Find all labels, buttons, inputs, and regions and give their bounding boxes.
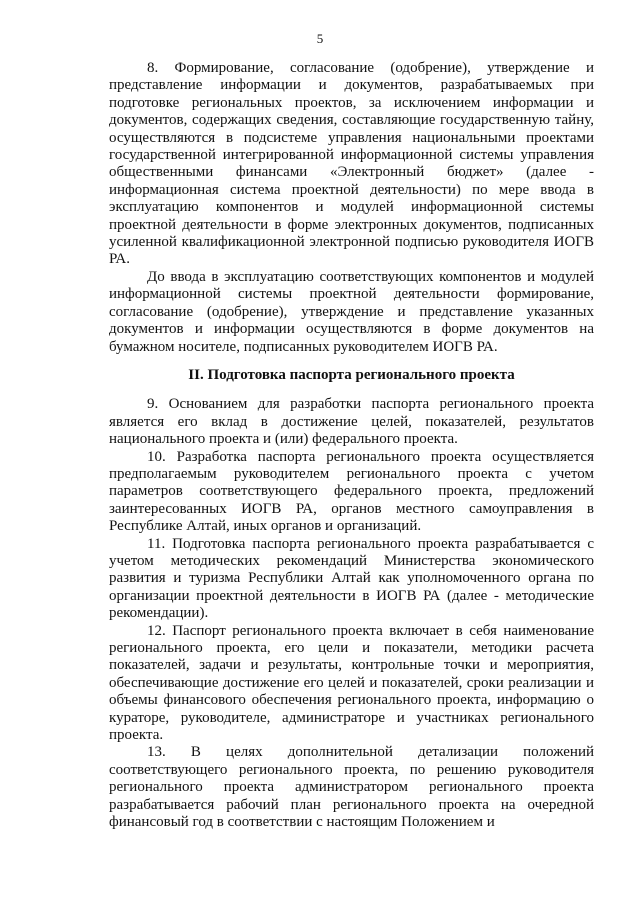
paragraph-11: 11. Подготовка паспорта регионального проекта разрабатывается с учетом методических рекомендаций Министерства экономического развития и туризма Республики Алтай как уполномоченного органа по организации проектной деятельности в ИОГВ РА (далее - методические рекомендации). [109, 535, 594, 622]
document-body [109, 60, 594, 831]
paragraph-12: 12. Паспорт регионального проекта включает в себя наименование регионального проекта, его цели и показатели, методики расчета показателей, задачи и результаты, контрольные точки и мероприятия, обеспечивающие достижение его целей и показателей, сроки реализации и объемы финансового обеспечения регионального проекта, информацию о кураторе, руководителе, администраторе и участниках регионального проекта. [109, 622, 594, 744]
paragraph-10: 10. Разработка паспорта регионального проекта осуществляется предполагаемым руководителем регионального проекта с учетом параметров соответствующего федерального проекта, предложений заинтересованных ИОГВ РА, органов местного самоуправления в Республике Алтай, иных органов и организаций. [109, 448, 594, 535]
paragraph-9: 9. Основанием для разработки паспорта регионального проекта является его вклад в достижение целей, показателей, результатов национального проекта и (или) федерального проекта. [109, 396, 594, 448]
page-number: 5 [316, 31, 324, 46]
paragraph-before-commissioning: До ввода в эксплуатацию соответствующих компонентов и модулей информационной системы проектной деятельности формирование, согласование (одобрение), утверждение и представление указанных документов и информации осуществляются в форме документов на бумажном носителе, подписанных руководителем ИОГВ РА. [109, 268, 594, 355]
paragraph-8: 8. Формирование, согласование (одобрение), утверждение и представление информации и документов, разрабатываемых при подготовке региональных проектов, за исключением информации и документов, содержащих сведения, составляющие государственную тайну, осуществляются в подсистеме управления национальными проектами государственной интегрированной информационной системы управления общественными финансами «Электронный бюджет» (далее - информационная система проектной деятельности) по мере ввода в эксплуатацию компонентов и модулей информационной системы проектной деятельности в форме электронных документов, подписанных усиленной квалификационной электронной подписью руководителя ИОГВ РА. [109, 60, 594, 268]
section-heading: II. Подготовка паспорта регионального проекта [188, 366, 515, 383]
paragraph-13: 13. В целях дополнительной детализации положений соответствующего регионального проекта, по решению руководителя регионального проекта администратором регионального проекта разрабатывается рабочий план регионального проекта на очередной финансовый год в соответствии с настоящим Положением и [109, 744, 594, 831]
